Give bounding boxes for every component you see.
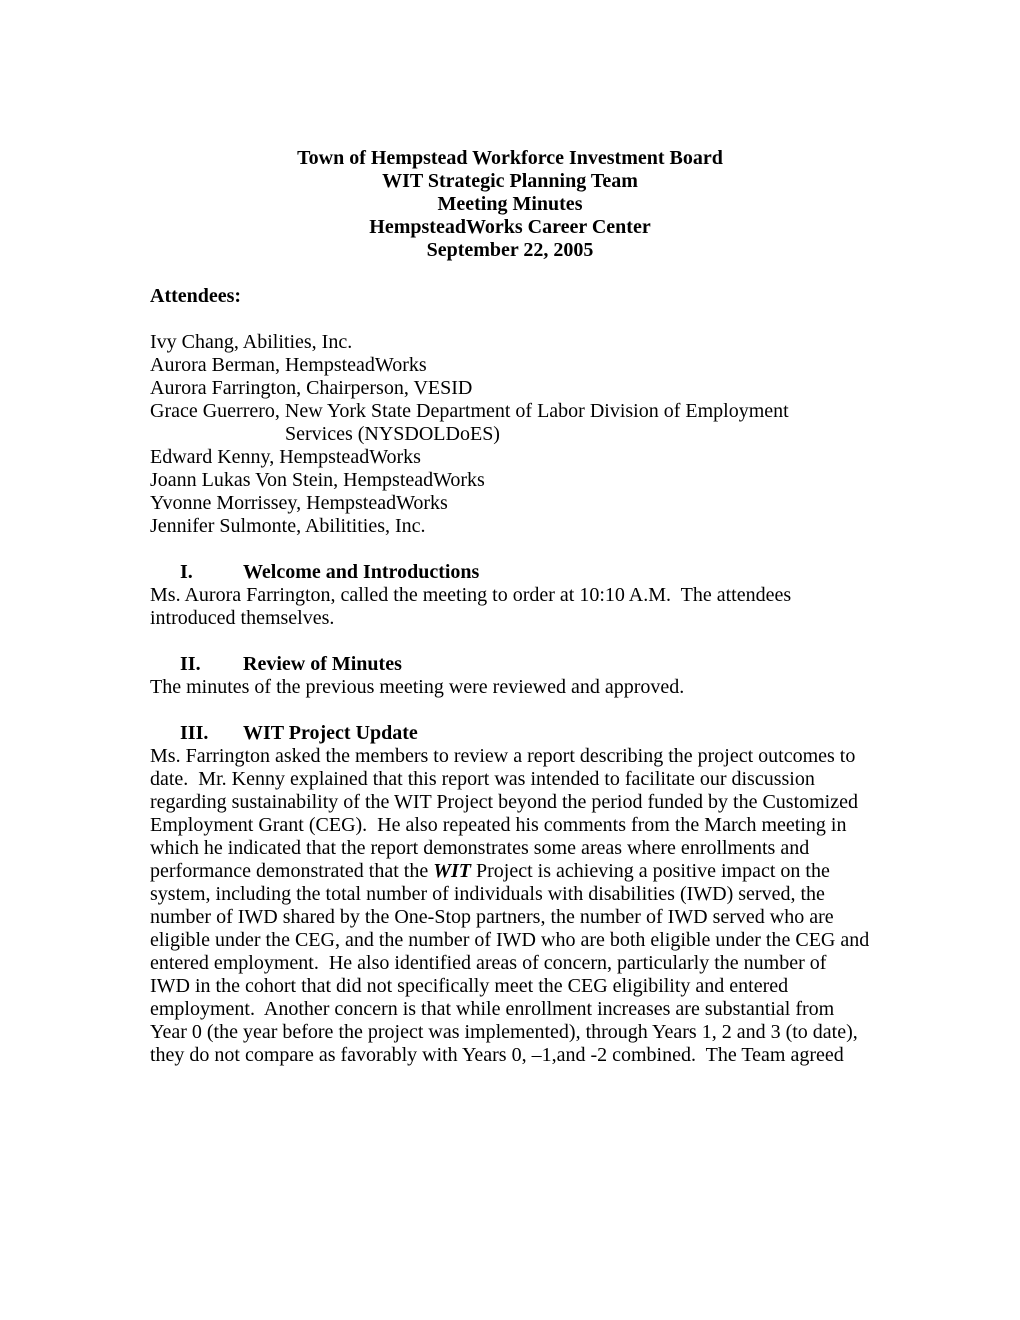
attendees-list	[150, 331, 870, 538]
section-heading-project-update	[180, 722, 870, 745]
document-title-block	[150, 147, 870, 262]
attendee-line: Grace Guerrero, New York State Department of Labor Division of Employment	[150, 400, 789, 422]
attendees-heading: Attendees:	[150, 285, 242, 307]
title-line-org: Town of Hempstead Workforce Investment Board	[297, 147, 723, 169]
section-heading-minutes	[180, 653, 870, 676]
paragraph-text-after-emphasis: Project is achieving a positive impact on the system, including the total number of individuals with disabilities (IWD) served, the number of IWD shared by the One-Stop partners, the number of IWD served who are eligible under the CEG, and the number of IWD who are both eligible under the CEG and entered employment. He also identified areas of concern, particularly the number of IWD in the cohort that did not specifically meet the CEG eligibility and entered employment. Another concern is that while enrollment increases are substantial from Year 0 (the year before the project was implemented), through Years 1, 2 and 3 (to date), they do not compare as favorably with Years 0, –1,and -2 combined. The Team agreed	[150, 860, 875, 1066]
attendee-line: Aurora Berman, HempsteadWorks	[150, 354, 427, 376]
attendee-line: Yvonne Morrissey, HempsteadWorks	[150, 492, 448, 514]
section-title: WIT Project Update	[243, 722, 418, 744]
section-numeral: III.	[180, 722, 209, 744]
attendee-line: Joann Lukas Von Stein, HempsteadWorks	[150, 469, 485, 491]
attendee-line-continuation: Services (NYSDOLDoES)	[285, 423, 500, 445]
section-title: Review of Minutes	[243, 653, 402, 675]
attendee-line: Aurora Farrington, Chairperson, VESID	[150, 377, 473, 399]
section-numeral: I.	[180, 561, 193, 583]
wit-emphasis-text: WIT	[433, 860, 472, 882]
title-line-location: HempsteadWorks Career Center	[369, 216, 651, 238]
attendee-line: Ivy Chang, Abilities, Inc.	[150, 331, 353, 353]
paragraph-minutes: The minutes of the previous meeting were reviewed and approved.	[150, 676, 685, 698]
section-numeral: II.	[180, 653, 201, 675]
section-heading-welcome	[180, 561, 870, 584]
title-line-doc-type: Meeting Minutes	[437, 193, 583, 215]
title-line-team: WIT Strategic Planning Team	[382, 170, 638, 192]
title-line-date: September 22, 2005	[426, 239, 594, 261]
attendee-line: Jennifer Sulmonte, Abilitities, Inc.	[150, 515, 426, 537]
section-title: Welcome and Introductions	[243, 561, 480, 583]
paragraph-text-before-emphasis: Ms. Farrington asked the members to review a report describing the project outcomes to date. Mr. Kenny explained that this report was intended to facilitate our discussion regarding sustainability of the WIT Project beyond the period funded by the Customized Employment Grant (CEG). He also repeated his comments from the March meeting in which he indicated that the report demonstrates some areas where enrollments and performance demonstrated that the	[150, 745, 863, 882]
paragraph-welcome: Ms. Aurora Farrington, called the meeting to order at 10:10 A.M. The attendees introduced themselves.	[150, 584, 797, 629]
document-body	[150, 147, 875, 1067]
attendee-line: Edward Kenny, HempsteadWorks	[150, 446, 421, 468]
paragraph-project-update	[150, 745, 875, 1067]
